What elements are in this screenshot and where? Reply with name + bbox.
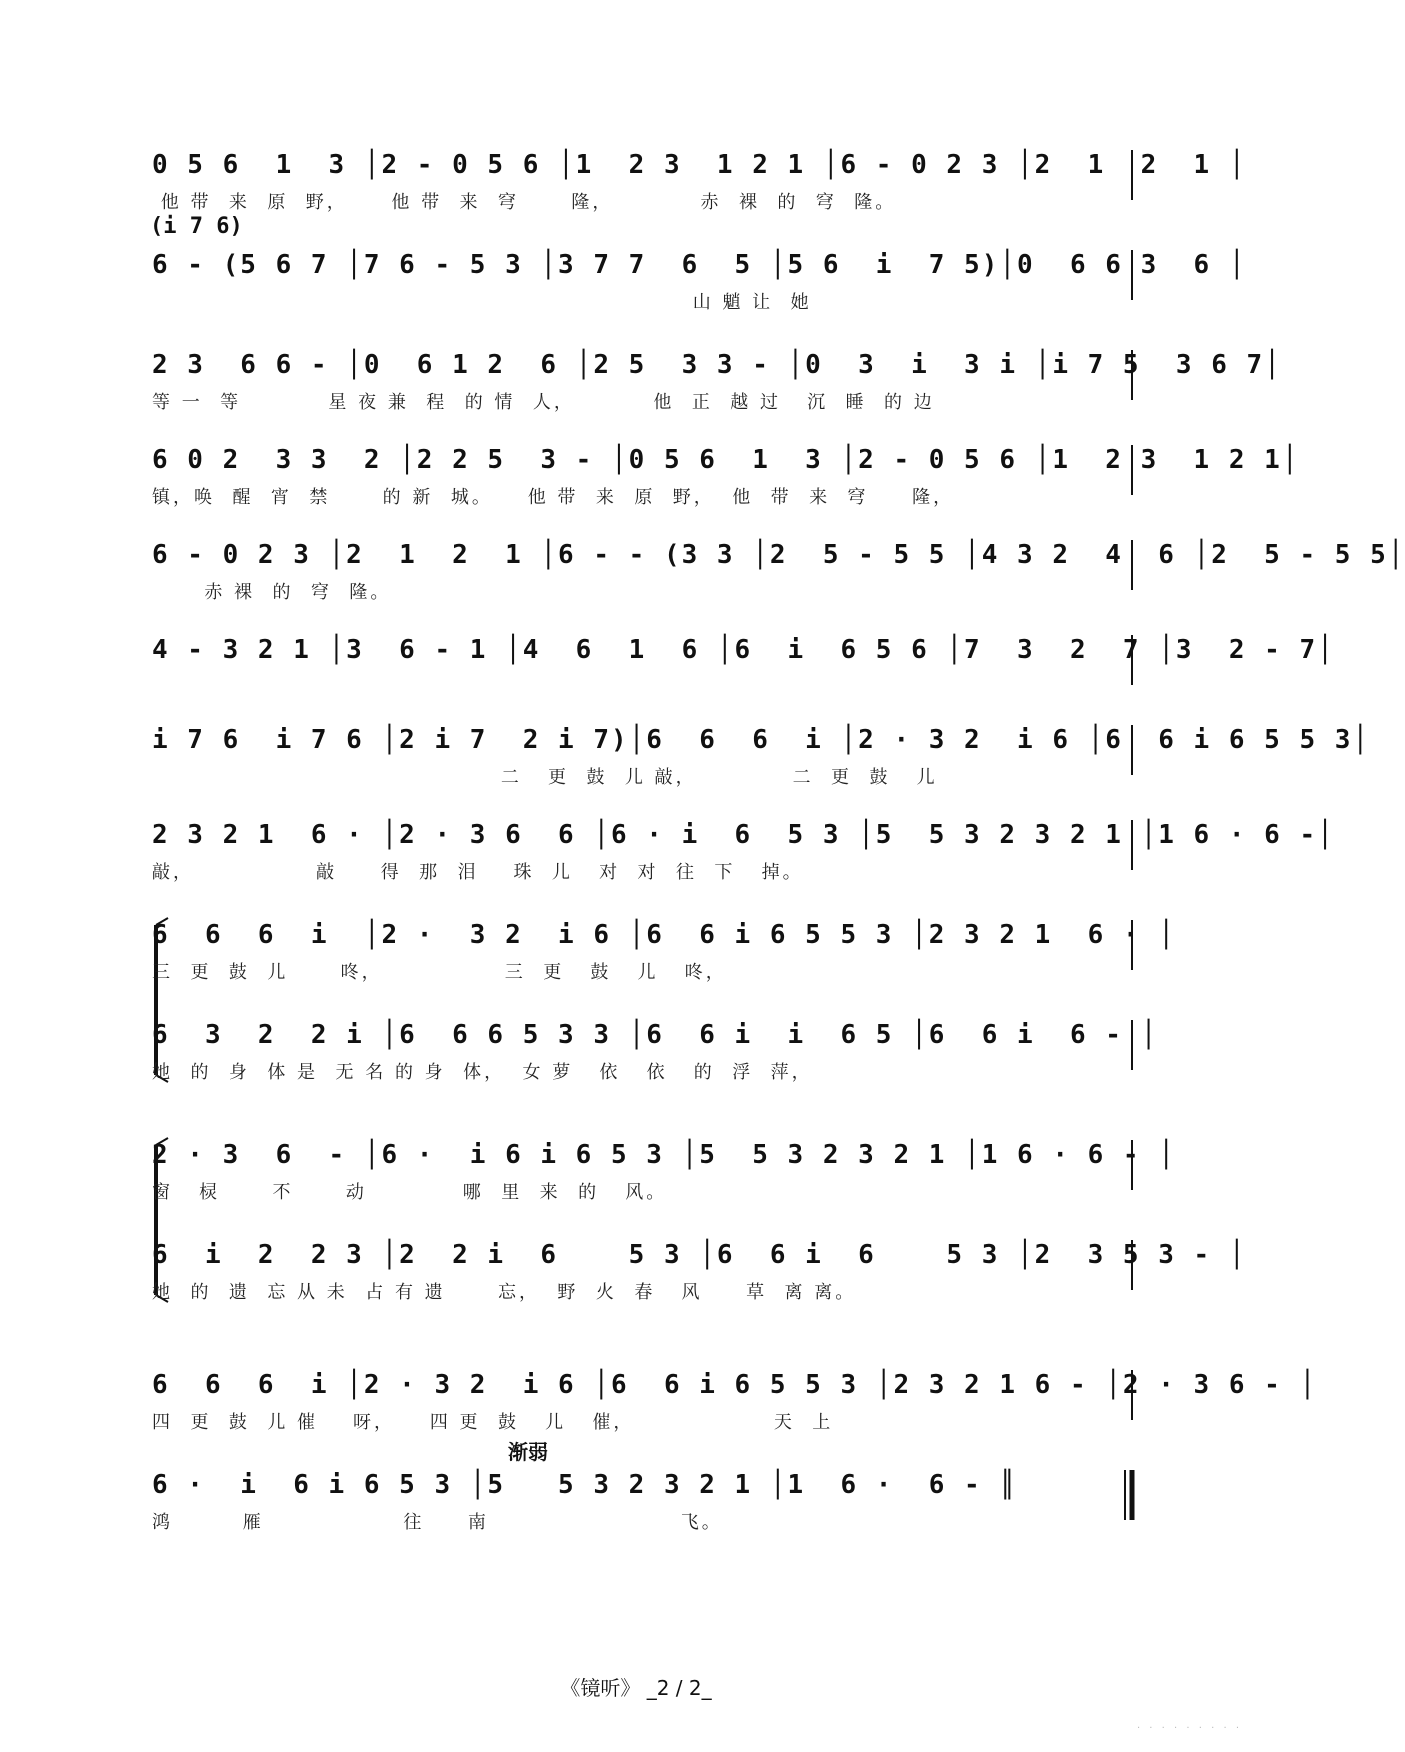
notation-line: 6 0 2 3 3 2 │2 2 5 3 - │0 5 6 1 3 │2 - 0 5 6 │1 2 3 1 2 1│ (152, 445, 1300, 475)
lyrics-line: 镇，唤 醒 宵 禁 的 新 城。 他 带 来 原 野， 他 带 来 穹 隆， (152, 487, 955, 508)
lyrics-line: 窗 棂 不 动 哪 里 来 的 风。 (152, 1182, 668, 1203)
lyrics-line: 三 更 鼓 儿 咚， 三 更 鼓 儿 咚， (152, 962, 727, 983)
lyrics-line: 他 带 来 原 野， 他 带 来 穹 隆， 赤 裸 的 穹 隆。 (152, 192, 897, 213)
notation-line: 6 · i 6 i 6 5 3 │5 5 3 2 3 2 1 │1 6 · 6 - ║ (152, 1470, 1018, 1500)
watermark: · · · · · · · · · (1136, 1723, 1242, 1734)
notation-line: 2 · 3 6 - │6 · i 6 i 6 5 3 │5 5 3 2 3 2 1 │1 6 · 6 - │ (152, 1140, 1176, 1170)
lyrics-line: 山 魈 让 她 (152, 292, 812, 313)
notation-line: 6 - (5 6 7 │7 6 - 5 3 │3 7 7 6 5 │5 6 i 7 5)│0 6 6 3 6 │ (152, 250, 1247, 280)
notation-line: 6 3 2 2 i │6 6 6 5 3 3 │6 6 i i 6 5 │6 6 i 6 - │ (152, 1020, 1159, 1050)
lyrics-line: 二 更 鼓 儿 敲， 二 更 鼓 儿 (152, 767, 938, 788)
chord-annotation: (i 7 6) (150, 214, 243, 239)
notation-line: 2 3 2 1 6 · │2 · 3 6 6 │6 · i 6 5 3 │5 5 3 2 3 2 1 │1 6 · 6 -│ (152, 820, 1335, 850)
lyrics-line: 四 更 鼓 儿 催 呀， 四 更 鼓 儿 催， 天 上 (152, 1412, 834, 1433)
lyrics-line: 等 一 等 星 夜 兼 程 的 情 人， 他 正 越 过 沉 睡 的 边 (152, 392, 935, 413)
notation-line: 2 3 6 6 - │0 6 1 2 6 │2 5 3 3 - │0 3 i 3 i │i 7 5 3 6 7│ (152, 350, 1282, 380)
notation-line: i 7 6 i 7 6 │2 i 7 2 i 7)│6 6 6 i │2 · 3 2 i 6 │6 6 i 6 5 5 3│ (152, 725, 1371, 755)
lyrics-line: 鸿 雁 往 南 飞。 (152, 1512, 723, 1533)
notation-line: 0 5 6 1 3 │2 - 0 5 6 │1 2 3 1 2 1 │6 - 0 2 3 │2 1 2 1 │ (152, 150, 1247, 180)
notation-line: 6 6 6 i │2 · 3 2 i 6 │6 6 i 6 5 5 3 │2 3 2 1 6 · │ (152, 920, 1176, 950)
lyrics-line: 她 的 身 体 是 无 名 的 身 体， 女 萝 依 依 的 浮 萍， (152, 1062, 813, 1083)
notation-line: 6 - 0 2 3 │2 1 2 1 │6 - - (3 3 │2 5 - 5 5 │4 3 2 4 6 │2 5 - 5 5│ (152, 540, 1405, 570)
notation-line: 6 i 2 2 3 │2 2 i 6 5 3 │6 6 i 6 5 3 │2 3 5 3 - │ (152, 1240, 1247, 1270)
dynamic-marking: 渐弱 (508, 1440, 548, 1464)
page-footer: 《镜听》 _2 / 2_ (560, 1676, 712, 1700)
lyrics-line: 敲， 敲 得 那 泪 珠 儿 对 对 往 下 掉。 (152, 862, 804, 883)
notation-line: 4 - 3 2 1 │3 6 - 1 │4 6 1 6 │6 i 6 5 6 │7 3 2 7 │3 2 - 7│ (152, 635, 1335, 665)
lyrics-line: 赤 裸 的 穹 隆。 (152, 582, 392, 603)
notation-line: 6 6 6 i │2 · 3 2 i 6 │6 6 i 6 5 5 3 │2 3 2 1 6 - │2 · 3 6 - │ (152, 1370, 1318, 1400)
lyrics-line: 她 的 遗 忘 从 未 占 有 遗 忘， 野 火 春 风 草 离 离。 (152, 1282, 857, 1303)
